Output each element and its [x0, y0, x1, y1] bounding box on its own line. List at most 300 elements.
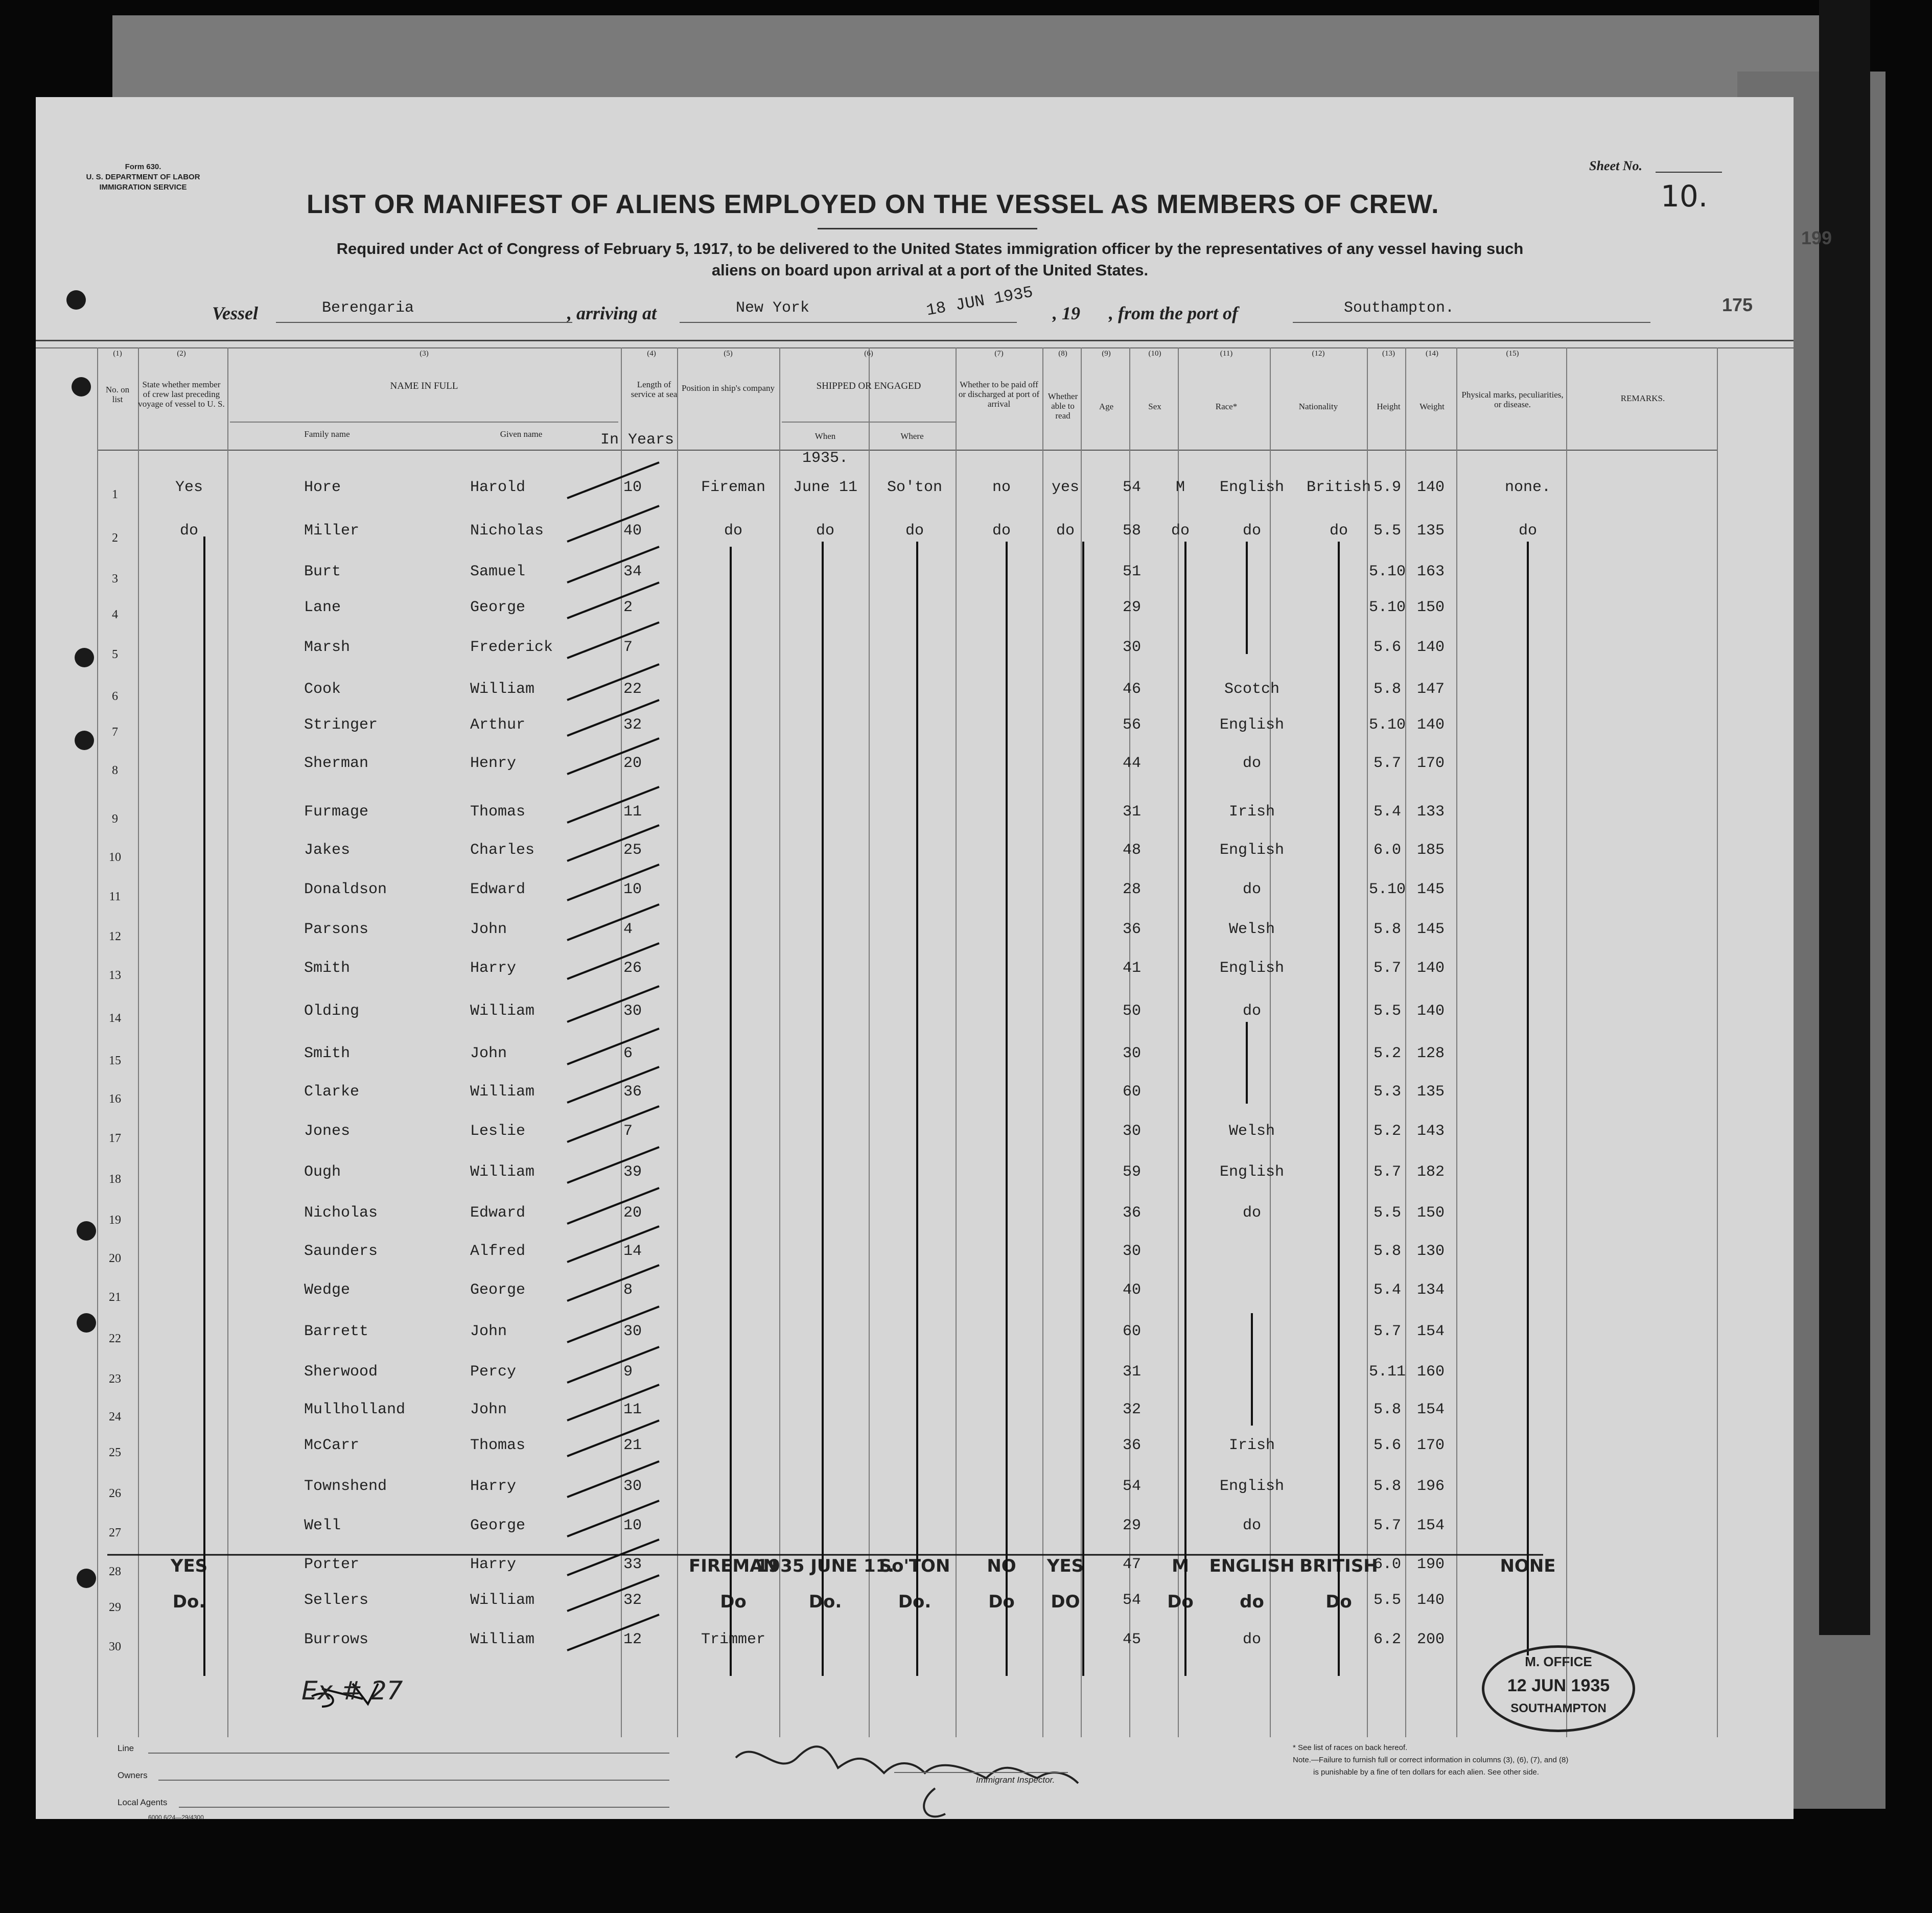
cell-age: 56 [1122, 716, 1141, 734]
year-annotation: 1935. [802, 450, 849, 467]
cell-family: Saunders [304, 1243, 378, 1260]
cell-weight: 133 [1416, 803, 1445, 821]
row-number: 14 [109, 1012, 121, 1025]
row-number: 1 [112, 488, 118, 501]
cell-race: Welsh [1228, 921, 1275, 938]
from-port: Southampton. [1344, 299, 1455, 317]
cell-weight: 140 [1416, 1002, 1445, 1020]
cell-given: William [470, 1163, 535, 1181]
cell-race: do [1242, 1517, 1261, 1534]
cell-family: Jakes [304, 842, 351, 859]
cell-paid: NO [987, 1556, 1016, 1576]
cell-height: 5.2 [1373, 1045, 1401, 1062]
ditto-marks-layer [36, 97, 1794, 1819]
cell-height: 5.11 [1368, 1363, 1406, 1381]
cell-age: 30 [1122, 1045, 1141, 1062]
cell-where: do [905, 522, 924, 540]
col-header-sex: Sex [1148, 402, 1161, 411]
cell-weight: 128 [1416, 1045, 1445, 1062]
cell-marks: none. [1504, 479, 1551, 496]
cell-years: 30 [623, 1002, 642, 1020]
cell-when: Do. [808, 1592, 842, 1612]
cell-years: 22 [623, 681, 642, 698]
col-header-age: Age [1099, 402, 1114, 411]
row-number: 5 [112, 648, 118, 661]
cell-years: 32 [623, 716, 642, 734]
cell-years: 33 [623, 1556, 642, 1573]
cell-family: Stringer [304, 716, 378, 734]
cell-age: 45 [1122, 1631, 1141, 1648]
cell-weight: 150 [1416, 599, 1445, 616]
cell-when: June 11 [793, 479, 858, 496]
row-number: 26 [109, 1487, 121, 1500]
row-number: 18 [109, 1173, 121, 1186]
cell-position: Do [720, 1592, 747, 1612]
handwritten-note: Ex # 27 [301, 1676, 403, 1706]
cell-height: 5.8 [1373, 921, 1401, 938]
failure-note-2: is punishable by a fine of ten dollars for each alien. See other side. [1313, 1768, 1539, 1777]
cell-years: 20 [623, 755, 642, 772]
cell-weight: 150 [1416, 1204, 1445, 1222]
cell-given: George [470, 1517, 526, 1534]
cell-weight: 154 [1416, 1517, 1445, 1534]
cell-nat: do [1329, 522, 1348, 540]
cell-age: 32 [1122, 1401, 1141, 1418]
cell-height: 5.7 [1373, 755, 1401, 772]
cell-family: Jones [304, 1123, 351, 1140]
cell-weight: 182 [1416, 1163, 1445, 1181]
cell-years: 39 [623, 1163, 642, 1181]
cell-sex: do [1171, 522, 1190, 540]
cell-given: John [470, 1045, 507, 1062]
cell-when: 1935 JUNE 11. [756, 1556, 895, 1576]
cell-read: YES [1046, 1556, 1084, 1576]
cell-weight: 170 [1416, 1437, 1445, 1454]
row-number: 10 [109, 851, 121, 864]
cell-family: Smith [304, 960, 351, 977]
cell-family: Well [304, 1517, 341, 1534]
cell-age: 47 [1122, 1556, 1141, 1573]
cell-height: 5.5 [1373, 1002, 1401, 1020]
cell-age: 36 [1122, 921, 1141, 938]
cell-height: 5.7 [1373, 1163, 1401, 1181]
cell-weight: 154 [1416, 1323, 1445, 1340]
cell-weight: 135 [1416, 1083, 1445, 1101]
cell-nat: British [1306, 479, 1371, 496]
cell-age: 40 [1122, 1281, 1141, 1299]
cell-weight: 185 [1416, 842, 1445, 859]
cell-prev: do [179, 522, 198, 540]
row-number: 4 [112, 608, 118, 621]
subtitle-line-2: aliens on board upon arrival at a port of the United States. [711, 261, 1149, 279]
cell-height: 6.2 [1373, 1631, 1401, 1648]
cell-age: 51 [1122, 563, 1141, 580]
cell-marks: NONE [1500, 1556, 1556, 1576]
cell-years: 36 [623, 1083, 642, 1101]
col-header-nationality: Nationality [1298, 402, 1338, 411]
row-number: 17 [109, 1132, 121, 1145]
cell-weight: 143 [1416, 1123, 1445, 1140]
cell-paid: no [992, 479, 1011, 496]
cell-race: English [1219, 1478, 1285, 1495]
cell-age: 36 [1122, 1437, 1141, 1454]
page-title: LIST OR MANIFEST OF ALIENS EMPLOYED ON THE VESSEL AS MEMBERS OF CREW. [307, 190, 1439, 219]
row-number: 23 [109, 1372, 121, 1386]
cell-years: 11 [623, 1401, 642, 1418]
column-number: (2) [177, 349, 186, 358]
cell-age: 44 [1122, 755, 1141, 772]
cell-given: George [470, 599, 526, 616]
print-code: 6000 6/24—29/4300 [148, 1814, 204, 1821]
cell-race: do [1242, 755, 1261, 772]
cell-years: 20 [623, 1204, 642, 1222]
cell-height: 5.5 [1373, 522, 1401, 540]
col-header-family-name: Family name [304, 429, 350, 439]
row-number: 6 [112, 690, 118, 703]
cell-paid: do [992, 522, 1011, 540]
cell-given: Frederick [470, 639, 553, 656]
column-number: (10) [1148, 349, 1161, 358]
cell-family: Furmage [304, 803, 369, 821]
cell-age: 28 [1122, 881, 1141, 898]
cell-given: William [470, 1002, 535, 1020]
cell-read: do [1056, 522, 1075, 540]
col-header-paid-off: Whether to be paid off or discharged at port of arrival [958, 380, 1040, 409]
cell-given: Edward [470, 1204, 526, 1222]
cell-given: George [470, 1281, 526, 1299]
row-number: 12 [109, 930, 121, 943]
cell-height: 5.10 [1368, 563, 1406, 580]
column-number: (15) [1506, 349, 1519, 358]
cell-given: Arthur [470, 716, 526, 734]
cell-given: John [470, 921, 507, 938]
cell-height: 5.7 [1373, 1323, 1401, 1340]
cell-years: 21 [623, 1437, 642, 1454]
cell-weight: 190 [1416, 1556, 1445, 1573]
cell-family: Lane [304, 599, 341, 616]
cell-position: Trimmer [701, 1631, 766, 1648]
cell-race: English [1219, 479, 1285, 496]
col-header-years-unit: In Years [600, 431, 674, 449]
cell-family: Burt [304, 563, 341, 580]
cell-age: 30 [1122, 1123, 1141, 1140]
cell-age: 29 [1122, 1517, 1141, 1534]
column-number: (5) [724, 349, 733, 358]
cell-race: do [1242, 1204, 1261, 1222]
vessel-label: Vessel [212, 303, 258, 323]
row-number: 19 [109, 1214, 121, 1227]
cell-family: Sherman [304, 755, 369, 772]
col-header-able-to-read: Whether able to read [1048, 391, 1078, 421]
footer-agents-rule [179, 1807, 669, 1808]
col-header-physical-marks: Physical marks, peculiarities, or disease. [1461, 390, 1564, 409]
column-number: (3) [420, 349, 429, 358]
failure-note-1: Note.—Failure to furnish full or correct information in columns (3), (6), (7), and (8) [1293, 1756, 1569, 1764]
cell-sex: M [1172, 1556, 1189, 1576]
cell-race: English [1219, 960, 1285, 977]
cell-years: 7 [623, 639, 633, 656]
row-number: 2 [112, 531, 118, 545]
cell-years: 8 [623, 1281, 633, 1299]
cell-given: William [470, 681, 535, 698]
cell-family: Nicholas [304, 1204, 378, 1222]
cell-age: 60 [1122, 1323, 1141, 1340]
cell-given: Harold [470, 479, 526, 496]
column-number: (7) [994, 349, 1004, 358]
cell-race: English [1219, 1163, 1285, 1181]
row-number: 29 [109, 1601, 121, 1614]
cell-height: 5.7 [1373, 960, 1401, 977]
cell-weight: 135 [1416, 522, 1445, 540]
inspector-label: Immigrant Inspector. [976, 1775, 1055, 1785]
cell-given: Edward [470, 881, 526, 898]
col-header-where: Where [900, 431, 924, 441]
cell-given: Alfred [470, 1243, 526, 1260]
column-number: (13) [1382, 349, 1395, 358]
cell-height: 5.2 [1373, 1123, 1401, 1140]
cell-age: 46 [1122, 681, 1141, 698]
cell-when: do [816, 522, 834, 540]
cell-years: 32 [623, 1592, 642, 1609]
cell-family: Parsons [304, 921, 369, 938]
cell-given: Samuel [470, 563, 526, 580]
cell-age: 31 [1122, 803, 1141, 821]
cell-years: 30 [623, 1323, 642, 1340]
cell-years: 6 [623, 1045, 633, 1062]
cell-height: 5.8 [1373, 1478, 1401, 1495]
cell-family: Burrows [304, 1631, 369, 1648]
cell-family: Barrett [304, 1323, 369, 1340]
footer-owners-label: Owners [118, 1770, 148, 1780]
vessel-name: Berengaria [322, 299, 414, 317]
cell-paid: Do [988, 1592, 1015, 1612]
column-number: (4) [647, 349, 656, 358]
cell-height: 6.0 [1373, 842, 1401, 859]
cell-age: 36 [1122, 1204, 1141, 1222]
page-number: 175 [1722, 294, 1753, 315]
cell-family: Clarke [304, 1083, 360, 1101]
cell-years: 10 [623, 1517, 642, 1534]
cell-given: Thomas [470, 803, 526, 821]
sheet-label: Sheet No. [1589, 158, 1642, 173]
cell-marks: do [1518, 522, 1537, 540]
row-number: 16 [109, 1092, 121, 1106]
cell-race: do [1242, 1631, 1261, 1648]
row-number: 20 [109, 1252, 121, 1265]
cell-height: 5.5 [1373, 1204, 1401, 1222]
cell-given: Harry [470, 1478, 517, 1495]
stamp-top: M. OFFICE [1525, 1654, 1592, 1669]
column-number: (11) [1220, 349, 1233, 358]
department: U. S. DEPARTMENT OF LABOR [86, 173, 200, 181]
cell-weight: 145 [1416, 881, 1445, 898]
cell-weight: 163 [1416, 563, 1445, 580]
cell-race: do [1242, 1002, 1261, 1020]
cell-given: John [470, 1323, 507, 1340]
cell-height: 6.0 [1373, 1556, 1401, 1573]
cell-weight: 140 [1416, 960, 1445, 977]
cell-family: McCarr [304, 1437, 360, 1454]
cell-years: 30 [623, 1478, 642, 1495]
column-number: (8) [1058, 349, 1067, 358]
cell-given: Percy [470, 1363, 517, 1381]
row-number: 3 [112, 572, 118, 586]
check-slashes [567, 462, 659, 1650]
races-note: * See list of races on back hereof. [1293, 1743, 1408, 1752]
row-number: 21 [109, 1291, 121, 1304]
cell-sex: M [1175, 479, 1185, 496]
service: IMMIGRATION SERVICE [99, 183, 187, 192]
footer-agents-label: Local Agents [118, 1798, 168, 1807]
cell-weight: 134 [1416, 1281, 1445, 1299]
cell-family: Porter [304, 1556, 360, 1573]
col-header-race: Race* [1215, 402, 1238, 411]
cell-weight: 140 [1416, 479, 1445, 496]
cell-height: 5.8 [1373, 681, 1401, 698]
col-header-weight: Weight [1419, 402, 1445, 411]
cell-position: Fireman [701, 479, 766, 496]
cell-age: 48 [1122, 842, 1141, 859]
cell-given: William [470, 1592, 535, 1609]
cell-weight: 170 [1416, 755, 1445, 772]
row-number: 27 [109, 1526, 121, 1539]
col-header-when: When [814, 431, 836, 441]
cell-weight: 154 [1416, 1401, 1445, 1418]
cell-height: 5.10 [1368, 599, 1406, 616]
arriving-label: , arriving at [567, 303, 657, 323]
col-header-name: NAME IN FULL [390, 381, 458, 391]
cell-height: 5.4 [1373, 1281, 1401, 1299]
col-header-length-of-service: Length of service at sea [631, 380, 678, 399]
cell-years: 7 [623, 1123, 633, 1140]
cell-race: Irish [1228, 1437, 1275, 1454]
column-number: (9) [1102, 349, 1111, 358]
cell-years: 4 [623, 921, 633, 938]
cell-height: 5.6 [1373, 639, 1401, 656]
cell-years: 14 [623, 1243, 642, 1260]
cell-family: Ough [304, 1163, 341, 1181]
cell-weight: 200 [1416, 1631, 1445, 1648]
cell-family: Wedge [304, 1281, 351, 1299]
cell-years: 12 [623, 1631, 642, 1648]
row-number: 28 [109, 1565, 121, 1578]
row-number: 25 [109, 1446, 121, 1459]
cell-where: Do. [898, 1592, 932, 1612]
cell-height: 5.8 [1373, 1401, 1401, 1418]
col-header-position: Position in ship's company [681, 383, 775, 393]
row-number: 13 [109, 969, 121, 982]
column-number: (12) [1312, 349, 1325, 358]
cell-years: 9 [623, 1363, 633, 1381]
cell-family: Sherwood [304, 1363, 378, 1381]
cell-given: Nicholas [470, 522, 544, 540]
row-number: 24 [109, 1410, 121, 1424]
cell-age: 54 [1122, 479, 1141, 496]
col-header-remarks: REMARKS. [1620, 393, 1665, 403]
footer-line-label: Line [118, 1743, 134, 1753]
row-number: 9 [112, 812, 118, 826]
cell-given: John [470, 1401, 507, 1418]
cell-sex: Do [1167, 1592, 1194, 1612]
cell-age: 54 [1122, 1592, 1141, 1609]
cell-given: Harry [470, 1556, 517, 1573]
cell-age: 29 [1122, 599, 1141, 616]
cell-given: Harry [470, 960, 517, 977]
col-header-height: Height [1377, 402, 1401, 411]
cell-weight: 130 [1416, 1243, 1445, 1260]
cell-race: Irish [1228, 803, 1275, 821]
cell-family: Sellers [304, 1592, 369, 1609]
cell-weight: 160 [1416, 1363, 1445, 1381]
cell-position: FIREMAN [689, 1556, 778, 1576]
cell-nat: Do [1325, 1592, 1352, 1612]
year-label: , 19 [1053, 303, 1080, 323]
cell-height: 5.7 [1373, 1517, 1401, 1534]
row-number: 11 [109, 890, 121, 903]
cell-position: do [724, 522, 742, 540]
cell-family: Miller [304, 522, 360, 540]
cell-race: do [1242, 881, 1261, 898]
manifest-sheet [36, 97, 1794, 1819]
cell-weight: 140 [1416, 1592, 1445, 1609]
cell-read: yes [1051, 479, 1079, 496]
cell-family: Olding [304, 1002, 360, 1020]
cell-race: ENGLISH [1209, 1556, 1295, 1576]
side-number: 199 [1801, 227, 1832, 248]
cell-height: 5.4 [1373, 803, 1401, 821]
row-number: 15 [109, 1054, 121, 1067]
cell-prev: YES [170, 1556, 208, 1576]
cell-weight: 196 [1416, 1478, 1445, 1495]
cell-age: 30 [1122, 639, 1141, 656]
cell-where: So'ton [887, 479, 943, 496]
cell-height: 5.10 [1368, 716, 1406, 734]
col-header-given-name: Given name [500, 429, 543, 439]
cell-age: 59 [1122, 1163, 1141, 1181]
cell-years: 34 [623, 563, 642, 580]
cell-height: 5.8 [1373, 1243, 1401, 1260]
inspector-rule [894, 1772, 1068, 1773]
row-number: 30 [109, 1640, 121, 1653]
cell-age: 58 [1122, 522, 1141, 540]
cell-race: do [1242, 522, 1261, 540]
cell-weight: 140 [1416, 639, 1445, 656]
cell-family: Cook [304, 681, 341, 698]
cell-family: Hore [304, 479, 341, 496]
arriving-port: New York [736, 299, 810, 317]
cell-years: 10 [623, 881, 642, 898]
cell-family: Townshend [304, 1478, 387, 1495]
cell-years: 10 [623, 479, 642, 496]
cell-prev: Do. [172, 1592, 206, 1612]
cell-given: Henry [470, 755, 517, 772]
cell-race: English [1219, 716, 1285, 734]
cell-height: 5.10 [1368, 881, 1406, 898]
cell-race: Welsh [1228, 1123, 1275, 1140]
cell-height: 5.5 [1373, 1592, 1401, 1609]
cell-race: do [1240, 1592, 1264, 1612]
cell-race: English [1219, 842, 1285, 859]
cell-family: Donaldson [304, 881, 387, 898]
footer-line-rule [148, 1753, 669, 1754]
cell-height: 5.9 [1373, 479, 1401, 496]
cell-weight: 140 [1416, 716, 1445, 734]
arrival-date-stamp: 18 JUN 1935 [925, 283, 1035, 320]
stamp-bottom: SOUTHAMPTON [1510, 1701, 1607, 1715]
cell-years: 11 [623, 803, 642, 821]
row-number: 7 [112, 726, 118, 739]
row-number: 8 [112, 764, 118, 777]
